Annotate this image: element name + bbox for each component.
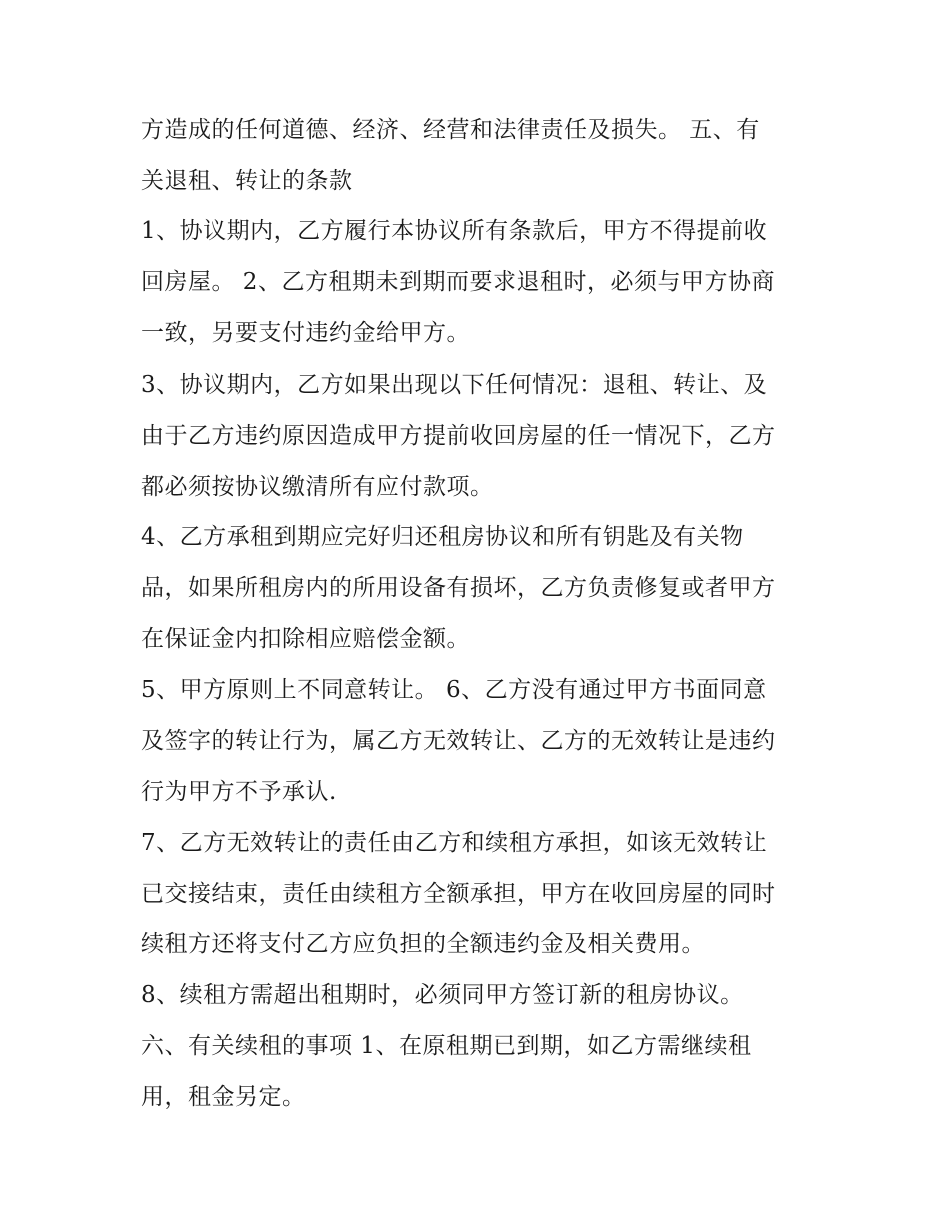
text-line: 续租方还将支付乙方应负担的全额违约金及相关费用。	[141, 931, 705, 957]
text-line: 在保证金内扣除相应赔偿金额。	[141, 626, 470, 652]
text-line: 行为甲方不予承认.	[141, 779, 337, 805]
text-line: 方造成的任何道德、经济、经营和法律责任及损失。 五、有	[141, 117, 760, 143]
text-line: 5、甲方原则上不同意转让。 6、乙方没有通过甲方书面同意	[141, 677, 767, 703]
text-line: 4、乙方承租到期应完好归还租房协议和所有钥匙及有关物	[141, 524, 744, 550]
text-line: 7、乙方无效转让的责任由乙方和续租方承担，如该无效转让	[141, 830, 768, 856]
text-line: 都必须按协议缴清所有应付款项。	[141, 474, 494, 500]
text-line: 用，租金另定。	[141, 1084, 306, 1110]
text-line: 已交接结束，责任由续租方全额承担，甲方在收回房屋的同时	[141, 881, 776, 907]
text-line: 1、协议期内，乙方履行本协议所有条款后，甲方不得提前收	[141, 218, 768, 244]
text-line: 3、协议期内，乙方如果出现以下任何情况：退租、转让、及	[141, 372, 768, 398]
text-line: 品，如果所租房内的所用设备有损坏，乙方负责修复或者甲方	[141, 575, 776, 601]
text-line: 回房屋。 2、乙方租期未到期而要求退租时，必须与甲方协商	[141, 269, 775, 295]
text-line: 8、续租方需超出租期时，必须同甲方签订新的租房协议。	[141, 982, 744, 1008]
text-line: 六、有关续租的事项 1、在原租期已到期，如乙方需继续租	[141, 1033, 752, 1059]
text-line: 及签字的转让行为，属乙方无效转让、乙方的无效转让是违约	[141, 728, 776, 754]
text-line: 关退租、转让的条款	[141, 168, 353, 194]
text-line: 由于乙方违约原因造成甲方提前收回房屋的任一情况下，乙方	[141, 423, 776, 449]
text-line: 一致，另要支付违约金给甲方。	[141, 320, 470, 346]
